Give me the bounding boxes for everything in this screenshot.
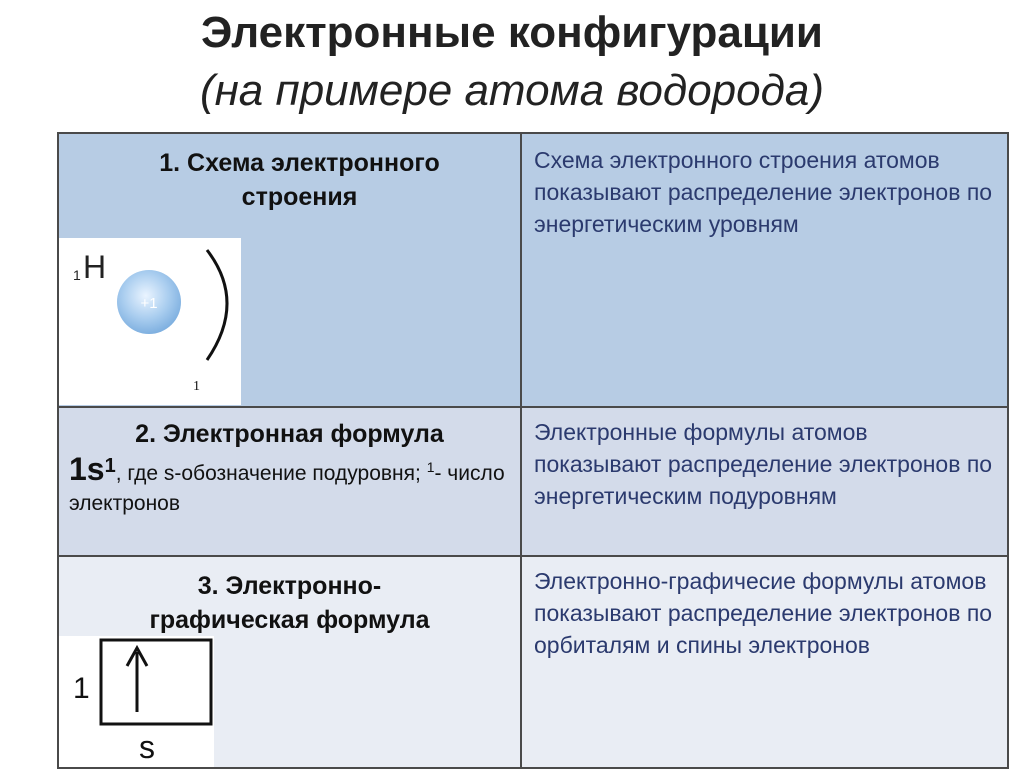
energy-level-arc	[207, 250, 227, 360]
scheme-cell	[58, 133, 521, 407]
table-row	[58, 133, 1008, 407]
table-row	[58, 556, 1008, 768]
scheme-heading: 1. Схема электронного строения	[159, 149, 440, 211]
orbital-diagram	[59, 636, 214, 767]
formula-base: 1s	[69, 451, 105, 487]
config-table	[57, 132, 1009, 769]
graphic-description-cell	[521, 556, 1008, 768]
formula-explanation-2: - число электронов	[69, 462, 505, 515]
formula-superscript: 1	[104, 455, 116, 477]
orbital-sublevel-label: s	[139, 729, 155, 765]
slide-subtitle: (на примере атома водорода)	[199, 66, 825, 115]
graphic-heading	[59, 557, 520, 637]
level-electron-count: 1	[193, 379, 200, 394]
formula-explanation: , где s-обозначение подуровня;	[115, 462, 427, 485]
formula-superscript-2: 1	[426, 459, 435, 475]
graphic-description: Электронно-графичесие формулы атомов показывают распределение электронов по орбиталям и спины электронов	[534, 568, 993, 658]
element-symbol: H	[83, 249, 107, 285]
element-subscript: 1	[73, 267, 81, 283]
graphic-heading-line1: 3. Электронно-	[197, 572, 382, 600]
formula-heading: 2. Электронная формула	[135, 420, 444, 448]
scheme-description: Схема электронного строения атомов показывают распределение электронов по энергетическим уровням	[534, 147, 993, 237]
graphic-heading-line2: графическая формула	[149, 606, 430, 634]
table-row	[58, 407, 1008, 556]
formula-cell	[58, 407, 521, 556]
slide-title: Электронные конфигурации	[201, 8, 823, 57]
formula-description-cell	[521, 407, 1008, 556]
atom-scheme-diagram	[59, 238, 241, 405]
formula-description: Электронные формулы атомов показывают распределение электронов по энергетическим подуровням	[534, 419, 993, 509]
formula-text	[59, 449, 520, 519]
scheme-description-cell	[521, 133, 1008, 407]
nucleus-charge: +1	[140, 295, 158, 312]
orbital-box	[101, 640, 211, 724]
graphic-cell	[58, 556, 521, 768]
orbital-level-label: 1	[73, 672, 90, 705]
